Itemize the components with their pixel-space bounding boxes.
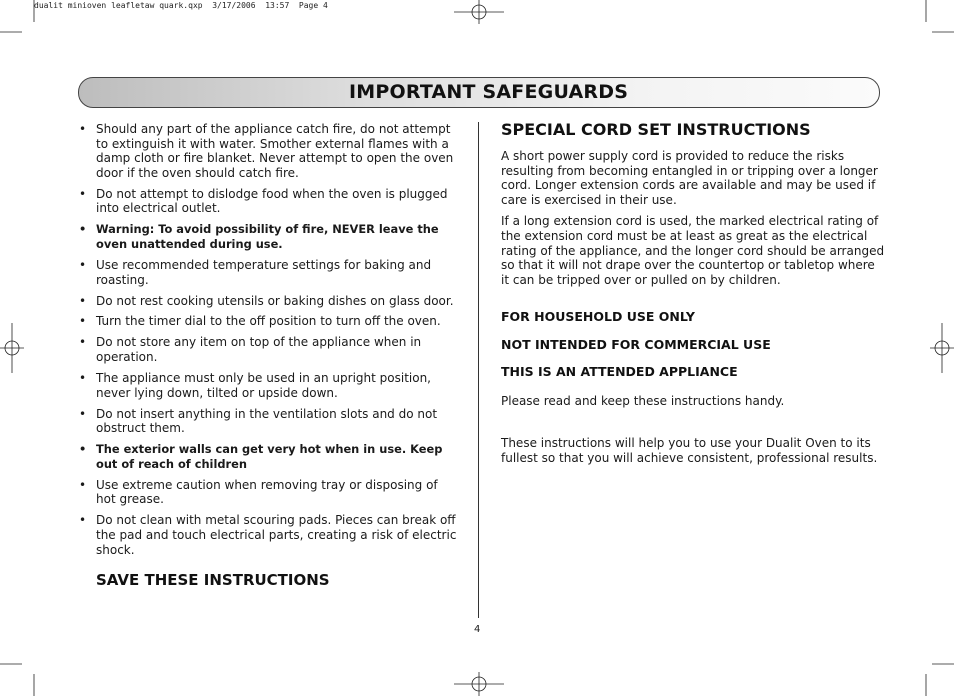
bullet-icon: • bbox=[79, 186, 87, 201]
safeguard-text: Do not store any item on top of the appliance when in operation. bbox=[96, 335, 422, 365]
page-number: 4 bbox=[474, 624, 481, 635]
safeguard-text: Turn the timer dial to the off position to turn off the oven. bbox=[96, 314, 441, 329]
safeguard-text: Should any part of the appliance catch fire, do not attempt to extinguish it with water. Smother external flames with a damp cloth or fire blanket. Never attempt to open the oven door if the oven should catch fire. bbox=[96, 122, 454, 180]
safeguard-text: Do not attempt to dislodge food when the oven is plugged into electrical outlet. bbox=[96, 186, 448, 216]
bullet-icon: • bbox=[79, 477, 87, 492]
safeguard-item bbox=[80, 371, 458, 400]
bullet-icon: • bbox=[79, 442, 87, 457]
household-use-notice: FOR HOUSEHOLD USE ONLY bbox=[501, 309, 695, 325]
commercial-use-notice: NOT INTENDED FOR COMMERCIAL USE bbox=[501, 336, 771, 352]
safeguard-text: Warning: To avoid possibility of fire, NEVER leave the oven unattended during use. bbox=[96, 222, 439, 251]
save-instructions-heading: SAVE THESE INSTRUCTIONS bbox=[96, 571, 330, 590]
safeguard-item bbox=[80, 258, 458, 287]
cord-set-heading: SPECIAL CORD SET INSTRUCTIONS bbox=[501, 120, 811, 139]
registration-mark-bottom bbox=[454, 672, 504, 696]
safeguard-text: Do not clean with metal scouring pads. Pieces can break off the pad and touch electrical parts, creating a risk of electric shock. bbox=[96, 513, 457, 557]
safeguard-item bbox=[80, 513, 458, 557]
bullet-icon: • bbox=[79, 122, 87, 136]
page-title: IMPORTANT SAFEGUARDS bbox=[349, 81, 629, 103]
bullet-icon: • bbox=[79, 406, 87, 421]
safeguard-text: Use recommended temperature settings for baking and roasting. bbox=[96, 257, 432, 287]
registration-mark-top bbox=[454, 0, 504, 24]
safeguard-text: Do not rest cooking utensils or baking dishes on glass door. bbox=[96, 293, 454, 308]
safeguard-item bbox=[80, 314, 458, 329]
bullet-icon: • bbox=[79, 371, 87, 386]
attended-appliance-notice: THIS IS AN ATTENDED APPLIANCE bbox=[501, 364, 738, 380]
bullet-icon: • bbox=[79, 257, 87, 272]
column-divider bbox=[478, 122, 479, 618]
registration-mark-right bbox=[930, 323, 954, 373]
safeguard-item bbox=[80, 187, 458, 216]
safeguard-item bbox=[80, 222, 458, 251]
safeguard-item bbox=[80, 407, 458, 436]
keep-instructions-note: Please read and keep these instructions handy. bbox=[501, 394, 785, 409]
safeguard-item bbox=[80, 478, 458, 507]
registration-mark-left bbox=[0, 323, 24, 373]
cord-paragraph-2: If a long extension cord is used, the marked electrical rating of the extension cord must be at least as great as the electrical rating of the appliance, and the longer cord should be arranged so that it will not drape over the countertop or tabletop where it can be tripped over or pulled on by children. bbox=[501, 214, 885, 287]
title-banner bbox=[78, 77, 880, 108]
cord-instructions-column bbox=[501, 120, 886, 466]
bullet-icon: • bbox=[79, 335, 87, 350]
cord-paragraph-1: A short power supply cord is provided to reduce the risks resulting from becoming entangled in or tripping over a longer cord. Longer extension cords are available and may be used if care is exercised in their use. bbox=[501, 149, 878, 207]
safeguard-item bbox=[80, 122, 458, 180]
safeguard-item bbox=[80, 442, 458, 471]
safeguard-text: The exterior walls can get very hot when in use. Keep out of reach of children bbox=[96, 442, 443, 471]
closing-paragraph: These instructions will help you to use your Dualit Oven to its fullest so that you will achieve consistent, professional results. bbox=[501, 436, 878, 465]
safeguards-column bbox=[80, 122, 458, 589]
safeguards-list bbox=[80, 122, 458, 557]
use-notices bbox=[501, 309, 886, 379]
safeguard-text: Do not insert anything in the ventilation slots and do not obstruct them. bbox=[96, 406, 438, 436]
bullet-icon: • bbox=[79, 314, 87, 329]
safeguard-item bbox=[80, 335, 458, 364]
safeguard-item bbox=[80, 294, 458, 309]
safeguard-text: The appliance must only be used in an upright position, never lying down, tilted or upside down. bbox=[96, 371, 431, 400]
print-slug-line: dualit minioven leafletaw quark.qxp 3/17/2006 13:57 Page 4 bbox=[34, 1, 328, 10]
bullet-icon: • bbox=[79, 293, 87, 308]
safeguard-text: Use extreme caution when removing tray or disposing of hot grease. bbox=[96, 477, 438, 507]
bullet-icon: • bbox=[79, 513, 87, 528]
bullet-icon: • bbox=[79, 222, 87, 237]
